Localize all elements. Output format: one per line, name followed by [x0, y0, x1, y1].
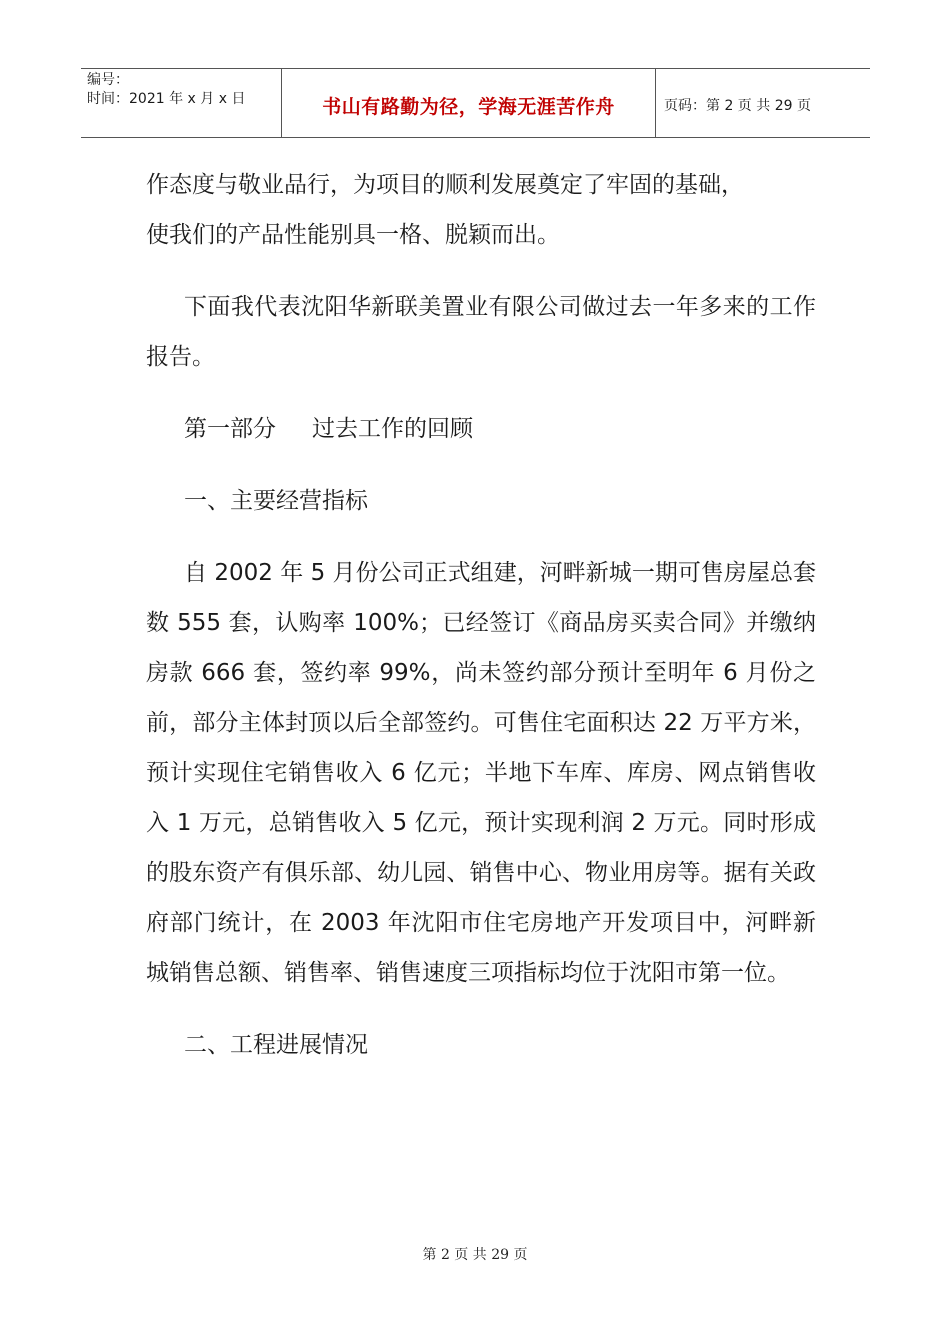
document-header [81, 68, 870, 138]
part-heading [146, 404, 816, 454]
header-page-info: 页码：第 2 页 共 29 页 [664, 98, 811, 114]
section-heading-2: 二、工程进展情况 [184, 1032, 368, 1058]
paragraph-report-intro: 下面我代表沈阳华新联美置业有限公司做过去一年多来的工作报告。 [146, 294, 816, 370]
header-motto-cell [282, 69, 656, 137]
part-subtitle: 过去工作的回顾 [312, 416, 473, 442]
header-meta [81, 69, 282, 137]
section-heading-1: 一、主要经营指标 [184, 488, 368, 514]
document-date-label: 时间：2021 年 x 月 x 日 [87, 91, 246, 107]
document-number-label: 编号： [87, 72, 129, 88]
page-footer: 第 2 页 共 29 页 [422, 1247, 528, 1263]
paragraph-business-indicators: 自 2002 年 5 月份公司正式组建，河畔新城一期可售房屋总套数 555 套，认购率 100%；已经签订《商品房买卖合同》并缴纳房款 666 套，签约率 99%，尚未签约部分预计至明年 6 月份之前，部分主体封顶以后全部签约。可售住宅面积达 22 万平方米，预计实现住宅销售收入 6 亿元；半地下车库、库房、网点销售收入 1 万元，总销售收入 5 亿元，预计实现利润 2 万元。同时形成的股东资产有俱乐部、幼儿园、销售中心、物业用房等。据有关政府部门统计，在 2003 年沈阳市住宅房地产开发项目中，河畔新城销售总额、销售率、销售速度三项指标均位于沈阳市第一位。 [146, 560, 816, 986]
part-title: 第一部分 [184, 416, 276, 442]
document-body [146, 160, 816, 1070]
header-motto: 书山有路勤为径，学海无涯苦作舟 [322, 95, 615, 118]
paragraph-continued-line-1: 作态度与敬业品行，为项目的顺利发展奠定了牢固的基础， [146, 172, 744, 198]
paragraph-continued-line-2: 使我们的产品性能别具一格、脱颖而出。 [146, 222, 560, 248]
